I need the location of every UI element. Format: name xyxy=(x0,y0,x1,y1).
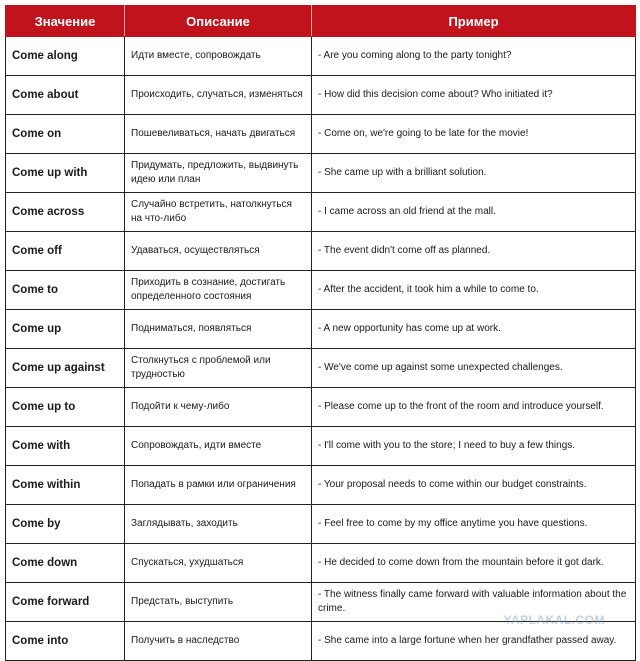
table-row xyxy=(6,37,636,76)
phrasal-verbs-sheet xyxy=(5,5,635,647)
table-row xyxy=(6,622,636,661)
header-meaning: Значение xyxy=(6,6,125,37)
table-row xyxy=(6,466,636,505)
watermark: YAPLAKAL.COM xyxy=(503,613,605,627)
row-term: Come forward xyxy=(6,583,125,622)
row-example: - The witness finally came forward with valuable information about the crime. xyxy=(312,583,636,622)
row-term: Come with xyxy=(6,427,125,466)
table-row xyxy=(6,388,636,427)
table-row xyxy=(6,232,636,271)
row-example: - Feel free to come by my office anytime you have questions. xyxy=(312,505,636,544)
row-term: Come off xyxy=(6,232,125,271)
row-example: - Please come up to the front of the room and introduce yourself. xyxy=(312,388,636,427)
row-example: - A new opportunity has come up at work. xyxy=(312,310,636,349)
header-row xyxy=(6,6,636,37)
table-row xyxy=(6,154,636,193)
row-example: - She came into a large fortune when her grandfather passed away. xyxy=(312,622,636,661)
row-description: Заглядывать, заходить xyxy=(125,505,312,544)
row-term: Come about xyxy=(6,76,125,115)
row-example: - I came across an old friend at the mall. xyxy=(312,193,636,232)
row-example: - We've come up against some unexpected challenges. xyxy=(312,349,636,388)
table-row xyxy=(6,76,636,115)
table-row xyxy=(6,193,636,232)
row-example: - Your proposal needs to come within our budget constraints. xyxy=(312,466,636,505)
row-term: Come on xyxy=(6,115,125,154)
row-term: Come by xyxy=(6,505,125,544)
table-header xyxy=(6,6,636,37)
row-example: - The event didn't come off as planned. xyxy=(312,232,636,271)
row-term: Come within xyxy=(6,466,125,505)
row-description: Столкнуться с проблемой или трудностью xyxy=(125,349,312,388)
row-example: - Come on, we're going to be late for the movie! xyxy=(312,115,636,154)
row-description: Подойти к чему-либо xyxy=(125,388,312,427)
row-term: Come down xyxy=(6,544,125,583)
row-term: Come up to xyxy=(6,388,125,427)
row-example: - After the accident, it took him a while to come to. xyxy=(312,271,636,310)
table-body xyxy=(6,37,636,661)
row-description: Придумать, предложить, выдвинуть идею или план xyxy=(125,154,312,193)
table-row xyxy=(6,427,636,466)
row-example: - He decided to come down from the mountain before it got dark. xyxy=(312,544,636,583)
row-description: Сопровождать, идти вместе xyxy=(125,427,312,466)
phrasal-verbs-table xyxy=(5,5,636,661)
row-description: Спускаться, ухудшаться xyxy=(125,544,312,583)
table-row xyxy=(6,115,636,154)
row-term: Come across xyxy=(6,193,125,232)
row-term: Come along xyxy=(6,37,125,76)
table-row xyxy=(6,349,636,388)
row-example: - I'll come with you to the store; I need to buy a few things. xyxy=(312,427,636,466)
row-description: Происходить, случаться, изменяться xyxy=(125,76,312,115)
row-term: Come up with xyxy=(6,154,125,193)
row-term: Come up xyxy=(6,310,125,349)
header-description: Описание xyxy=(125,6,312,37)
row-term: Come up against xyxy=(6,349,125,388)
row-term: Come to xyxy=(6,271,125,310)
row-description: Удаваться, осуществляться xyxy=(125,232,312,271)
table-row xyxy=(6,271,636,310)
row-term: Come into xyxy=(6,622,125,661)
table-row xyxy=(6,310,636,349)
row-description: Пошевеливаться, начать двигаться xyxy=(125,115,312,154)
row-description: Получить в наследство xyxy=(125,622,312,661)
table-row xyxy=(6,505,636,544)
row-example: - Are you coming along to the party tonight? xyxy=(312,37,636,76)
row-description: Случайно встретить, натолкнуться на что-либо xyxy=(125,193,312,232)
row-description: Предстать, выступить xyxy=(125,583,312,622)
row-description: Приходить в сознание, достигать определенного состояния xyxy=(125,271,312,310)
row-description: Попадать в рамки или ограничения xyxy=(125,466,312,505)
row-description: Идти вместе, сопровождать xyxy=(125,37,312,76)
table-row xyxy=(6,544,636,583)
row-example: - She came up with a brilliant solution. xyxy=(312,154,636,193)
row-example: - How did this decision come about? Who initiated it? xyxy=(312,76,636,115)
header-example: Пример xyxy=(312,6,636,37)
row-description: Подниматься, появляться xyxy=(125,310,312,349)
